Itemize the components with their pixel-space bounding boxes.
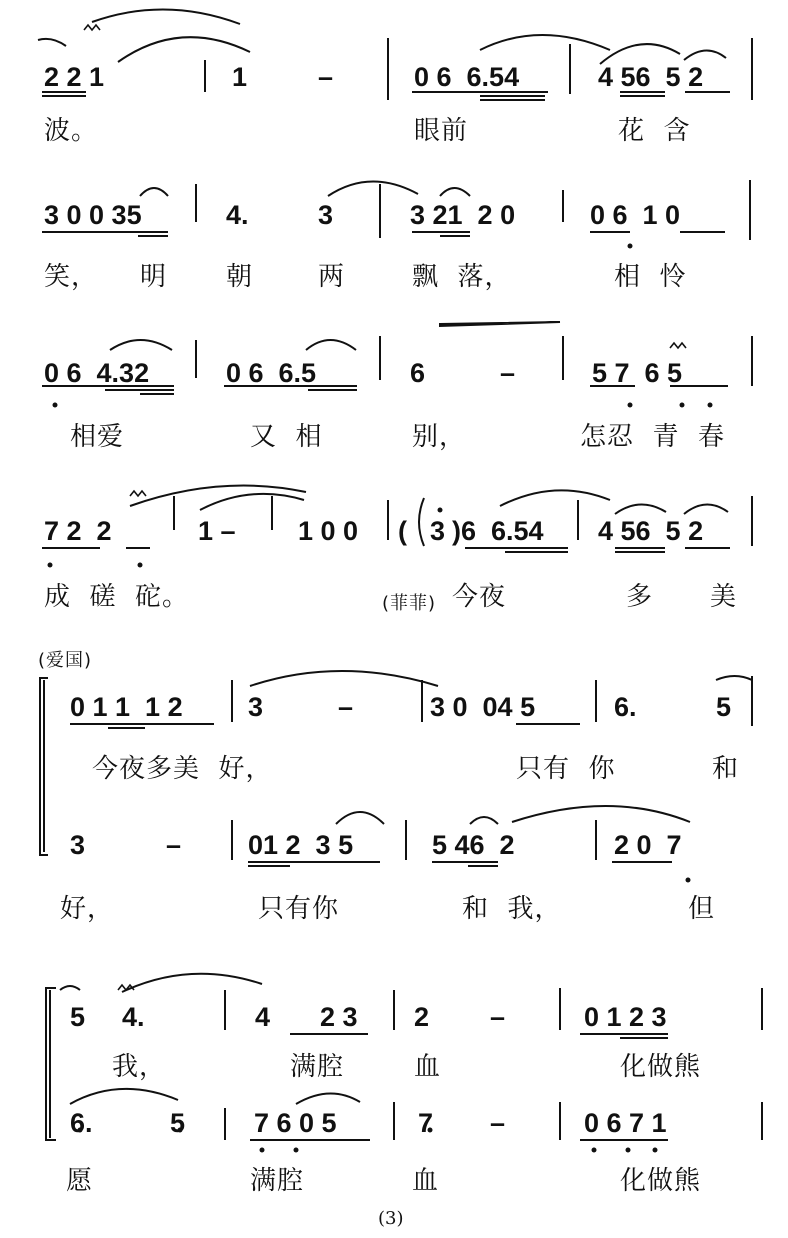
note-group: 3 0 0 35 bbox=[44, 200, 142, 230]
note-group: 4 56 5 2 bbox=[598, 516, 704, 546]
lyric: 相 怜 bbox=[614, 262, 687, 292]
note-group: 4. bbox=[122, 1002, 145, 1032]
dash: – bbox=[166, 830, 182, 860]
note-group: 3 21 2 0 bbox=[410, 200, 516, 230]
lyric: 只有 你 bbox=[516, 754, 616, 784]
lyric: 满腔 bbox=[250, 1166, 305, 1196]
lyric: 别， bbox=[412, 422, 467, 452]
lyric: 多 bbox=[626, 582, 654, 612]
note-group: 7 6 0 5 bbox=[254, 1108, 337, 1138]
lyric: 今夜多美 好， bbox=[92, 754, 273, 784]
note-group: 0 6 1 0 bbox=[590, 200, 681, 230]
note-group: 5 7 6 5 bbox=[592, 358, 683, 388]
lyric: 朝 bbox=[226, 262, 254, 292]
dash: – bbox=[490, 1002, 506, 1032]
singer-label: (菲菲) bbox=[382, 593, 437, 614]
lyric: 只有你 bbox=[258, 894, 340, 924]
page-number: (3) bbox=[378, 1208, 404, 1229]
lyric: 和 我， bbox=[462, 894, 562, 924]
paren: ( bbox=[398, 516, 407, 546]
note-group: 0 1 1 1 2 bbox=[70, 692, 183, 722]
note-group: 6 bbox=[410, 358, 426, 388]
lyric: 两 bbox=[318, 262, 346, 292]
note-group: 7 bbox=[418, 1108, 434, 1138]
note-group: 0 1 2 3 bbox=[584, 1002, 667, 1032]
dash: – bbox=[338, 692, 354, 722]
lyric: 今夜 bbox=[452, 582, 507, 612]
note-group: )6 6.54 bbox=[452, 516, 544, 546]
lyric: 好， bbox=[60, 894, 115, 924]
lyric: 美 bbox=[710, 582, 738, 612]
lyric: 愿 bbox=[66, 1166, 94, 1196]
note-group: 5 bbox=[70, 1002, 86, 1032]
note-group: 4. bbox=[226, 200, 249, 230]
note-group: 3 bbox=[248, 692, 264, 722]
note-group: 2 bbox=[414, 1002, 430, 1032]
note-group: 6. bbox=[70, 1108, 93, 1138]
lyric: 化做熊 bbox=[620, 1052, 702, 1082]
lyric: 化做熊 bbox=[620, 1166, 702, 1196]
lyric: 飘 落， bbox=[412, 262, 512, 292]
lyric: 和 bbox=[712, 754, 740, 784]
lyric: 眼前 bbox=[414, 116, 469, 146]
note-group: 1 0 0 bbox=[298, 516, 359, 546]
note-group: 3 bbox=[70, 830, 86, 860]
note-group: 0 6 6.5 bbox=[226, 358, 317, 388]
note-group: 3 0 04 5 bbox=[430, 692, 536, 722]
note-group: 3 bbox=[318, 200, 334, 230]
note-group: 1 bbox=[232, 62, 248, 92]
dash: – bbox=[500, 358, 516, 388]
note-group: 0 6 6.54 bbox=[414, 62, 520, 92]
lyric: 满腔 bbox=[290, 1052, 345, 1082]
lyric: 但 bbox=[688, 894, 716, 924]
note-group: 2 2 1 bbox=[44, 62, 105, 92]
note-group: 1 – bbox=[198, 516, 236, 546]
note-group: 7 2 2 bbox=[44, 516, 112, 546]
lyric: 笑， bbox=[44, 262, 99, 292]
note-group: 4 bbox=[255, 1002, 271, 1032]
note-group: 4 56 5 2 bbox=[598, 62, 704, 92]
lyric: 我， bbox=[112, 1052, 167, 1082]
note-group: 5 46 2 bbox=[432, 830, 515, 860]
note-group: 0 6 4.32 bbox=[44, 358, 150, 388]
lyric: 波。 bbox=[44, 116, 99, 146]
note-group: 01 2 3 5 bbox=[248, 830, 354, 860]
lyric: 血 bbox=[414, 1052, 442, 1082]
singer-label: (爱国) bbox=[38, 650, 93, 671]
note-group: 2 0 7 bbox=[614, 830, 682, 860]
lyric: 血 bbox=[412, 1166, 440, 1196]
dash: – bbox=[318, 62, 334, 92]
lyric: 明 bbox=[140, 262, 168, 292]
note-group: 6. bbox=[614, 692, 637, 722]
note-group: 5 bbox=[170, 1108, 186, 1138]
lyric: 成 磋 砣。 bbox=[44, 582, 190, 612]
dash: – bbox=[490, 1108, 506, 1138]
lyric: 相爱 bbox=[70, 422, 125, 452]
lyric: 花 含 bbox=[618, 116, 691, 146]
note-group: 2 3 bbox=[320, 1002, 358, 1032]
lyric: 又 相 bbox=[250, 422, 323, 452]
lyric: 怎忍 青 春 bbox=[580, 422, 726, 452]
note-group: 0 6 7 1 bbox=[584, 1108, 667, 1138]
note-group: 3 bbox=[430, 516, 446, 546]
note-group: 5 bbox=[716, 692, 732, 722]
